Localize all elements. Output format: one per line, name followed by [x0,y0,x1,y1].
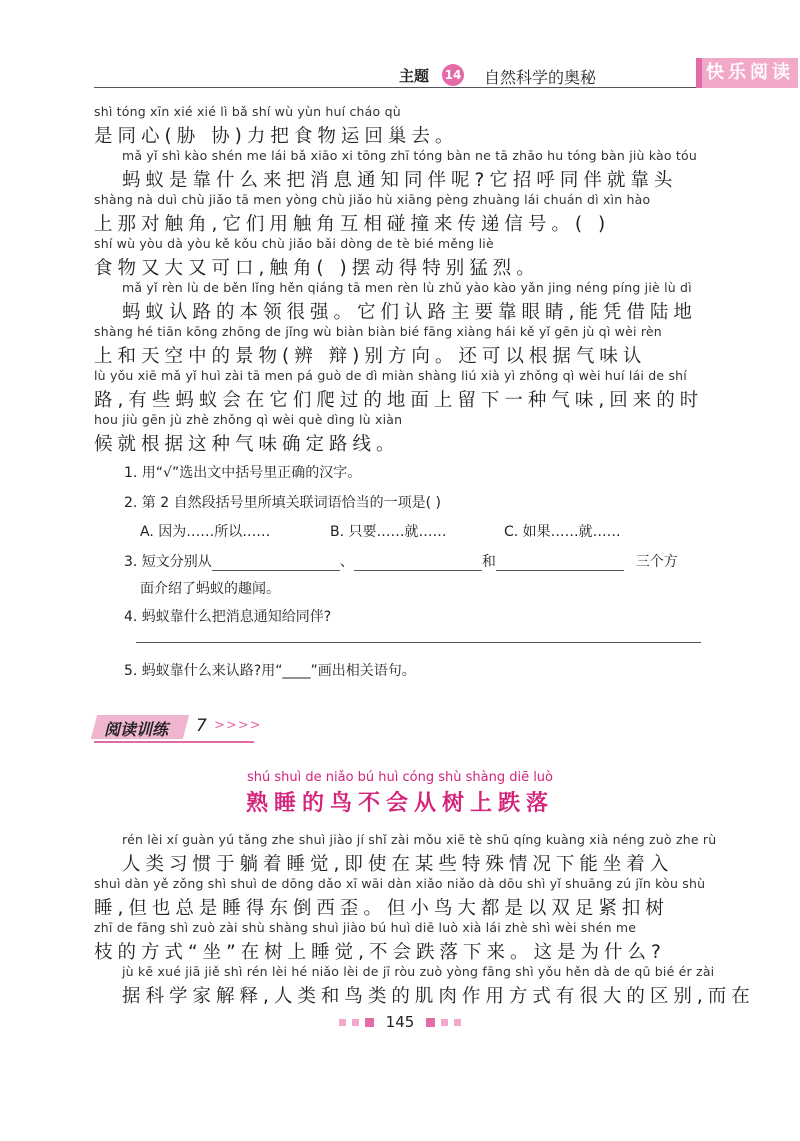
pinyin-line: jù kē xué jiā jiě shì rén lèi hé niǎo lèi de jī ròu zuò yòng fāng shì yǒu hěn dà de qū bié ér zài [122,964,715,979]
passage-line [94,412,714,456]
pinyin-line: lù yǒu xiē mǎ yǐ huì zài tā men pá guò de dì miàn shàng liú xià yì zhǒng qì wèi huí lái de shí [94,368,687,383]
section-label: 阅读训练 [104,720,169,739]
article-title: 熟睡的鸟不会从树上跌落 [245,791,554,816]
passage-line [94,876,714,920]
article-title-pinyin: shú shuì de niǎo bú huì cóng shù shàng diē luò [246,770,554,785]
page-number: 145 [385,1013,415,1031]
hanzi-line: 枝的方式“坐”在树上睡觉,不会跌落下来。这是为什么? [94,942,666,963]
question-5: 5. 蚂蚁靠什么来认路?用“____”画出相关语句。 [124,663,416,679]
pinyin-line: hou jiù gēn jù zhè zhǒng qì wèi què dìng lù xiàn [94,412,403,427]
passage-line [94,964,755,1008]
hanzi-line: 蚂蚁是靠什么来把消息通知同伴呢?它招呼同伴就靠头 [122,170,678,191]
page-footer [0,1013,800,1031]
hanzi-line: 蚂蚁认路的本领很强。它们认路主要靠眼睛,能凭借陆地 [122,302,697,323]
decor-square [365,1018,374,1027]
hanzi-line: 上和天空中的景物(辨 辩)别方向。还可以根据气味认 [94,346,647,367]
arrows-icon: >>>> [214,718,262,733]
hanzi-line: 路,有些蚂蚁会在它们爬过的地面上留下一种气味,回来的时 [94,390,704,411]
question-2: 2. 第 2 自然段括号里所填关联词语恰当的一项是( ) [124,495,441,511]
answer-blank-1[interactable] [212,556,340,571]
question-3-suffix: 三个方 [635,554,678,570]
header-divider [94,87,798,88]
page-header [94,62,798,92]
question-1: 1. 用“√”选出文中括号里正确的汉字。 [124,465,362,481]
banner-underline [94,741,254,743]
pinyin-line: shàng nà duì chù jiǎo tā men yòng chù jiǎo hù xiāng pèng zhuàng lái chuán dì xìn hào [94,192,651,207]
pinyin-line: zhī de fāng shì zuò zài shù shàng shuì jiào bú huì diē luò xià lái zhè shì wèi shén me [94,920,637,935]
decor-square [426,1018,435,1027]
pinyin-line: mǎ yǐ rèn lù de běn lǐng hěn qiáng tā men rèn lù zhǔ yào kào yǎn jing néng píng jiè lù dì [122,280,692,295]
hanzi-line: 睡,但也总是睡得东倒西歪。但小鸟大都是以双足紧扣树 [94,898,669,919]
pinyin-line: rén lèi xí guàn yú tǎng zhe shuì jiào jí shǐ zài mǒu xiē tè shū qíng kuàng xià néng zuò zhe rù [122,832,717,847]
passage-line [94,832,717,876]
passage-line [94,104,714,148]
passage-line [94,280,714,324]
pinyin-line: mǎ yǐ shì kào shén me lái bǎ xiāo xi tōng zhī tóng bàn ne tā zhāo hu tóng bàn jiù kào tóu [122,148,698,163]
question-3-prefix: 3. 短文分别从 [124,554,212,570]
question-4-answer-line[interactable] [136,642,701,643]
decor-square [339,1019,346,1026]
question-3-separator: 、 [339,554,354,570]
question-2-option-b[interactable]: B. 只要……就…… [330,524,447,540]
happy-reading-tab: 快乐阅读 [696,58,798,88]
passage-line [94,920,714,964]
passage-line [94,236,714,280]
pinyin-line: shuì dàn yě zǒng shì shuì de dōng dǎo xī wāi dàn xiǎo niǎo dà dōu shì yǐ shuāng zú jǐn kòu shù [94,876,706,891]
passage-line [94,148,714,192]
theme-label: 主题 [399,67,430,85]
hanzi-line: 据科学家解释,人类和鸟类的肌肉作用方式有很大的区别,而在 [122,986,755,1007]
question-2-option-c[interactable]: C. 如果……就…… [504,524,621,540]
question-4: 4. 蚂蚁靠什么把消息通知给同伴? [124,609,332,625]
hanzi-line: 是同心(胁 协)力把食物运回巢去。 [94,126,459,147]
decor-square [352,1019,359,1026]
pinyin-line: shí wù yòu dà yòu kě kǒu chù jiǎo bǎi dòng de tè bié měng liè [94,236,494,251]
hanzi-line: 候就根据这种气味确定路线。 [94,434,400,455]
decor-square [454,1019,461,1026]
pinyin-line: shì tóng xīn xié xié lì bǎ shí wù yùn huí cháo qù [94,104,401,119]
passage-line [94,368,714,412]
question-3-and: 和 [481,554,496,570]
question-3 [124,551,678,571]
passage-line [94,324,714,368]
hanzi-line: 食物又大又可口,触角( )摆动得特别猛烈。 [94,258,540,279]
passage-line [94,192,714,236]
theme-number-badge: 14 [442,64,464,86]
reading-training-banner [94,715,262,741]
question-2-option-a[interactable]: A. 因为……所以…… [140,524,271,540]
decor-square [441,1019,448,1026]
theme-title: 自然科学的奥秘 [484,68,597,87]
section-number: 7 [196,716,207,736]
hanzi-line: 人类习惯于躺着睡觉,即使在某些特殊情况下能坐着入 [122,854,674,875]
answer-blank-2[interactable] [354,556,482,571]
pinyin-line: shàng hé tiān kōng zhōng de jǐng wù biàn biàn bié fāng xiàng hái kě yǐ gēn jù qì wèi rèn [94,324,662,339]
hanzi-line: 上那对触角,它们用触角互相碰撞来传递信号。( ) [94,214,611,235]
question-3-continued: 面介绍了蚂蚁的趣闻。 [140,581,280,597]
answer-blank-3[interactable] [496,556,624,571]
